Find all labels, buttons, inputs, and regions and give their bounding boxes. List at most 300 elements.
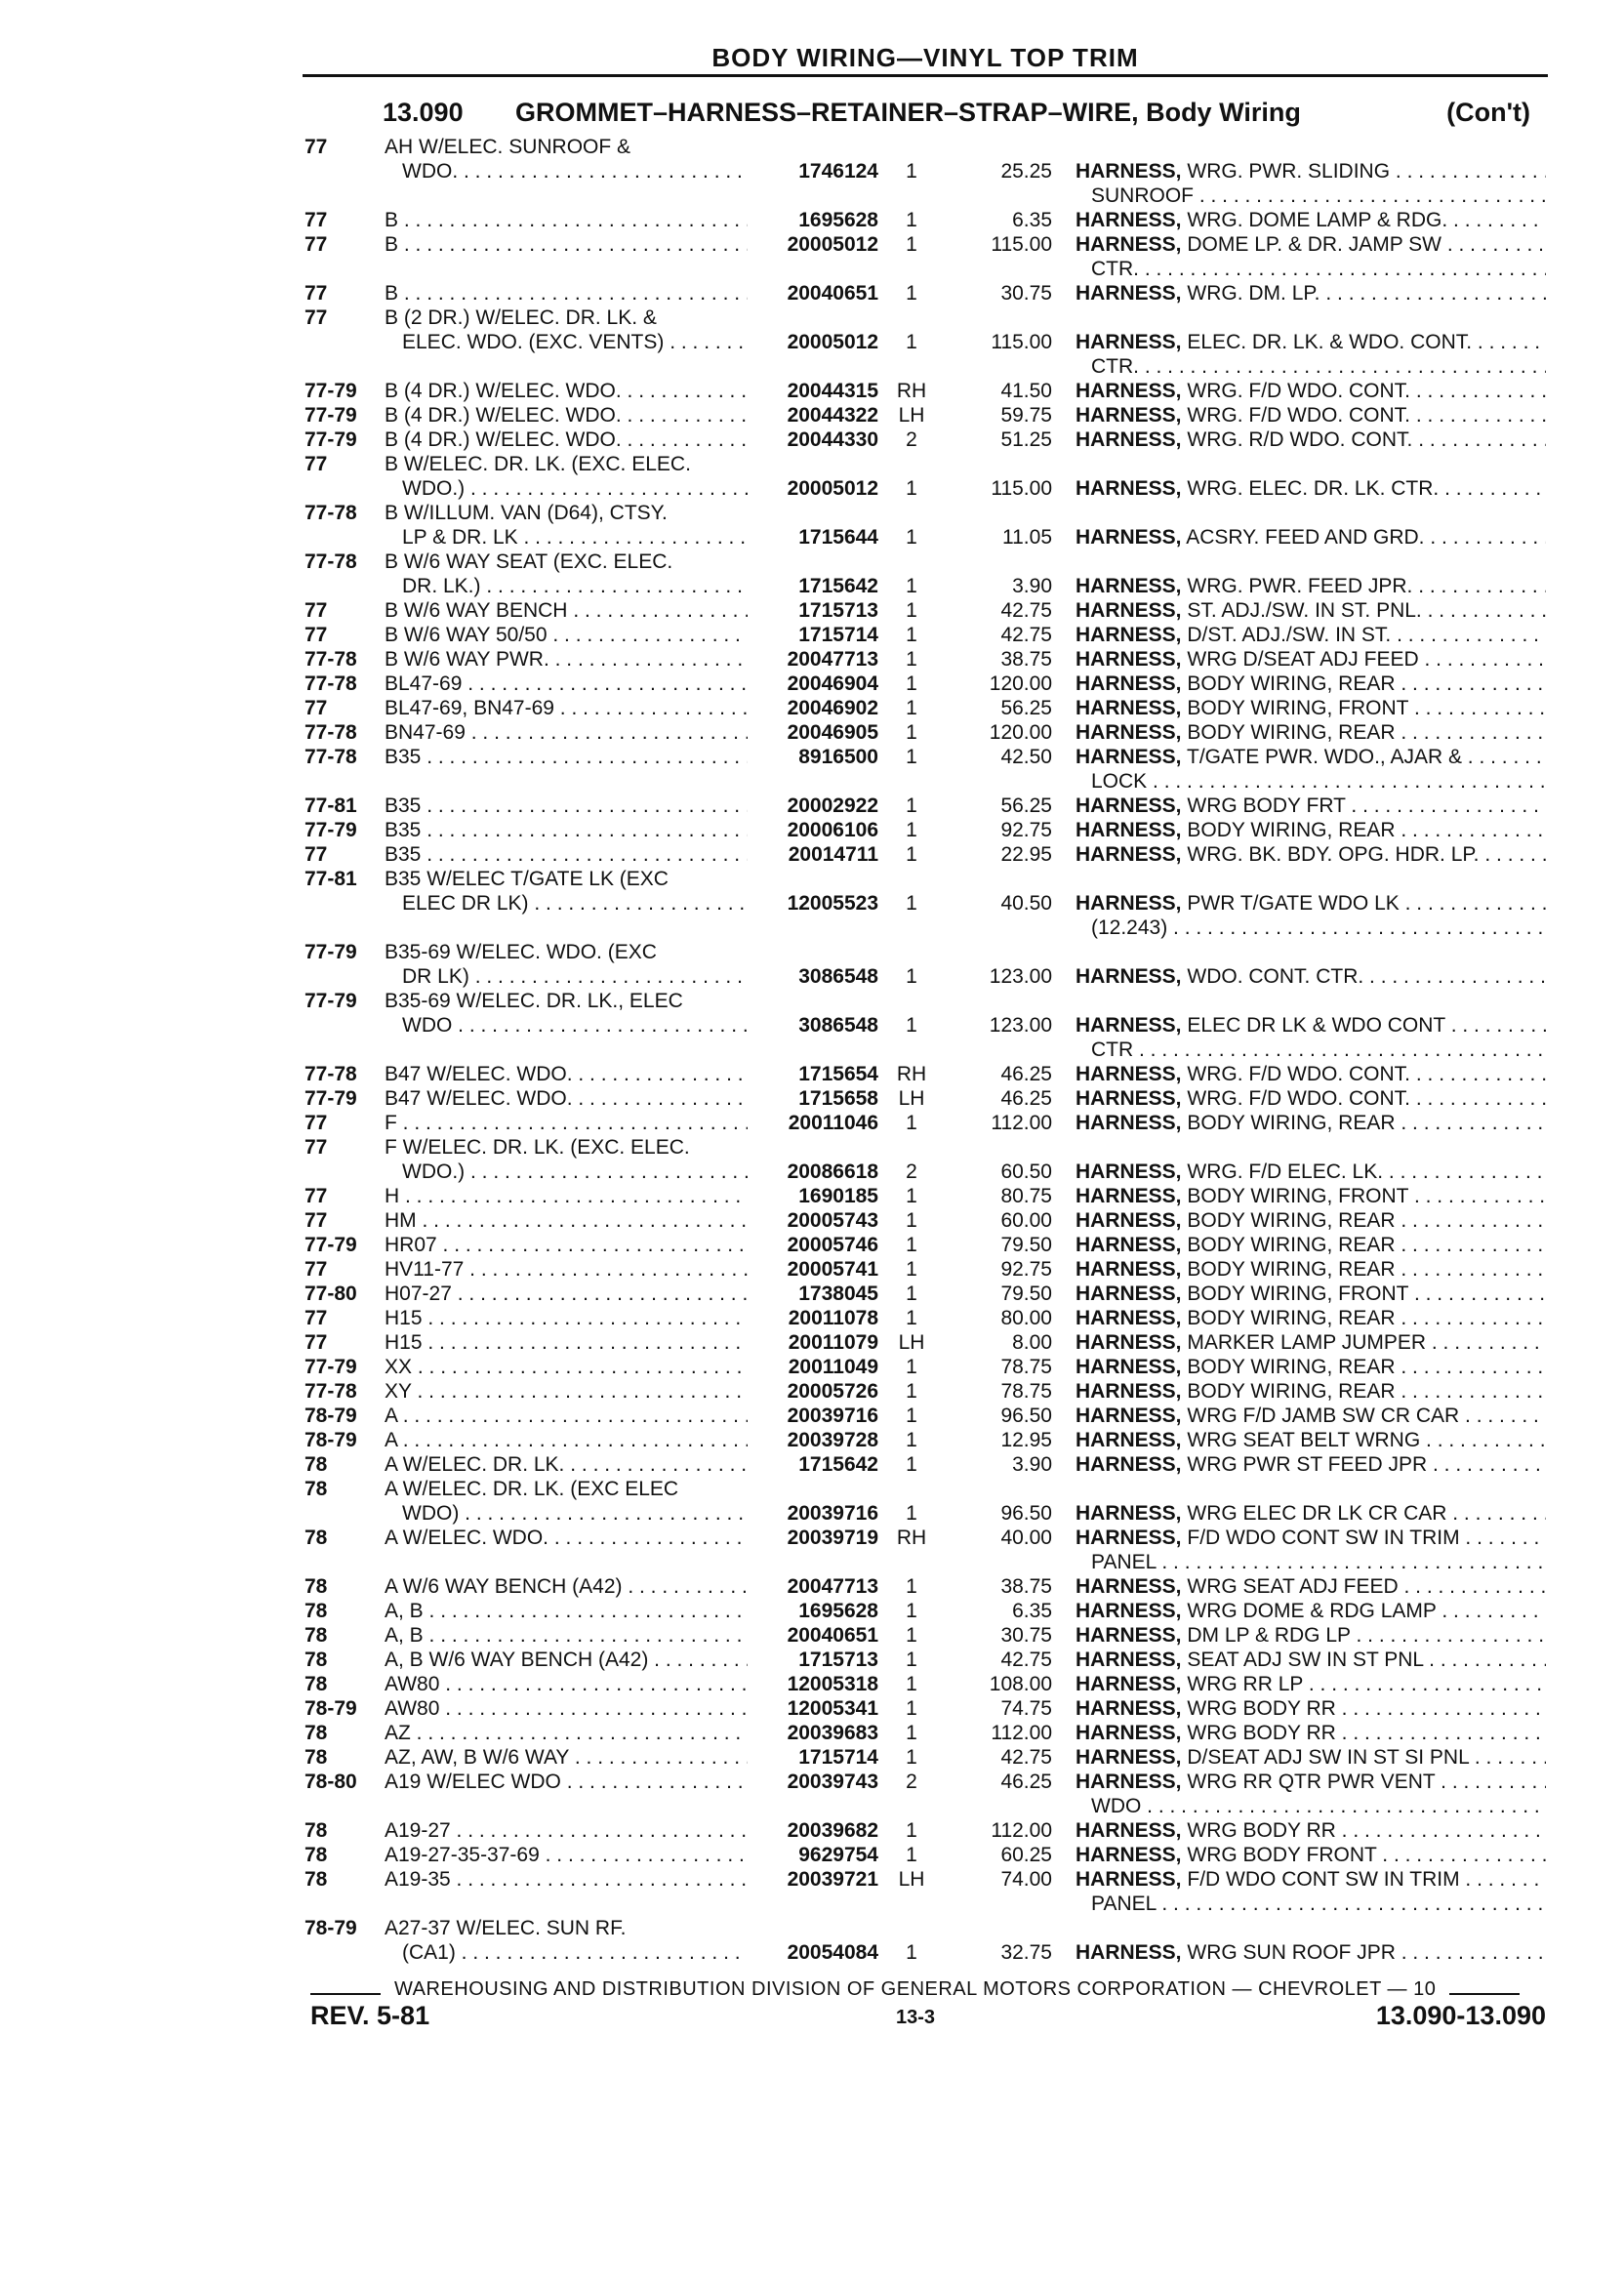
part-description [1076,232,1546,257]
part-description-text: WRG BODY FRONT [1187,1844,1377,1866]
model-application: WDO . . . [385,1013,748,1038]
model-application: B (2 DR.) W/ELEC. DR. LK. & [385,306,657,329]
part-description-text: F/D WDO CONT SW IN TRIM [1187,1868,1460,1891]
parts-row [304,1623,1550,1648]
part-description [1076,1306,1546,1330]
part-number: 1715714 [798,624,878,646]
part-number: 1690185 [798,1185,878,1207]
model-application: B47 W/ELEC. WDO. . . . [385,1086,748,1111]
page-header: BODY WIRING—VINYL TOP TRIM [711,43,1139,72]
part-number: 20040651 [787,282,878,305]
part-description-text: BODY WIRING, REAR [1187,721,1396,744]
parts-row [304,159,1550,183]
model-application: B W/6 WAY PWR. . . . [385,647,748,672]
parts-row [304,598,1550,623]
model-application: A . . . [385,1428,748,1452]
part-number: 1715714 [798,1746,878,1769]
model-application: XX . . . [385,1355,748,1379]
list-price: 46.25 [1000,1771,1052,1793]
part-description-type: HARNESS, [1076,843,1182,866]
part-description [1076,769,1546,794]
model-application: B35 . . . [385,818,748,842]
part-description-text: MARKER LAMP JUMPER [1187,1331,1427,1354]
model-year: 77-79 [304,1234,357,1256]
quantity: 1 [906,843,917,866]
parts-row [304,452,1550,476]
model-year: 78-80 [304,1771,357,1793]
quantity: 1 [906,794,917,817]
part-number: 1695628 [798,209,878,231]
model-application: B . . . [385,281,748,305]
parts-list [304,135,1550,1965]
part-description-text: WRG. BK. BDY. OPG. HDR. LP. [1187,843,1480,866]
model-application: HM . . . [385,1208,748,1233]
part-description-text: LOCK [1091,770,1148,793]
model-year: 77-80 [304,1282,357,1305]
parts-row [304,720,1550,745]
parts-row [304,1062,1550,1086]
model-application: A19-27-35-37-69 . . . [385,1843,748,1867]
model-application: B35-69 W/ELEC. WDO. (EXC [385,941,657,963]
parts-row [304,647,1550,672]
list-price: 74.00 [1000,1868,1052,1891]
quantity: 1 [906,1697,917,1720]
part-description-type: HARNESS, [1076,1014,1182,1037]
model-application: AH W/ELEC. SUNROOF & [385,136,631,158]
parts-row [304,1696,1550,1721]
footer-rule-right [1449,1993,1520,1995]
part-description-type: HARNESS, [1076,1307,1182,1329]
parts-row [304,1745,1550,1770]
parts-row [304,1330,1550,1355]
part-description-text: ST. ADJ./SW. IN ST. PNL. [1187,599,1422,622]
part-description-type: HARNESS, [1076,1209,1182,1232]
section-range: 13.090-13.090 [1375,2001,1546,2030]
part-description-type: HARNESS, [1076,233,1182,256]
part-description-text: DM LP & RDG LP [1187,1624,1351,1647]
part-description [1076,696,1546,720]
model-year: 78 [304,1453,328,1476]
part-description [1076,1745,1546,1770]
part-description [1076,1501,1546,1526]
part-number: 20046904 [787,672,878,695]
footer-division [310,1978,1542,2001]
model-year: 78 [304,1649,328,1671]
model-year: 78 [304,1478,328,1500]
quantity: 2 [906,1160,917,1183]
parts-row [304,1818,1550,1843]
part-number: 20005741 [787,1258,878,1281]
model-year: 77 [304,1307,328,1329]
part-description-type: HARNESS, [1076,209,1182,231]
list-price: 60.50 [1000,1160,1052,1183]
model-application: ELEC DR LK) . . . [385,891,748,916]
list-price: 96.50 [1000,1405,1052,1427]
list-price: 112.00 [991,1819,1052,1842]
parts-row [304,305,1550,330]
parts-row [304,769,1550,794]
part-number: 20086618 [787,1160,878,1183]
quantity: 1 [906,1380,917,1403]
part-description-type: HARNESS, [1076,477,1182,500]
model-application: F . . . [385,1111,748,1135]
part-description-type: HARNESS, [1076,1673,1182,1695]
model-year: 77 [304,843,328,866]
quantity: 1 [906,282,917,305]
quantity: 1 [906,1234,917,1256]
model-application: A19-27 . . . [385,1818,748,1843]
model-year: 77-79 [304,819,357,841]
list-price: 56.25 [1000,697,1052,719]
part-description-type: HARNESS, [1076,1819,1182,1842]
list-price: 108.00 [989,1673,1052,1695]
model-year: 77 [304,1209,328,1232]
model-application: DR LK) . . . [385,964,748,989]
part-number: 9629754 [798,1844,878,1866]
part-number: 3086548 [798,965,878,988]
part-number: 1715644 [798,526,878,549]
parts-row [304,1794,1550,1818]
list-price: 42.50 [1000,746,1052,768]
model-application: WDO. . . . [385,159,748,183]
part-number: 20014711 [788,843,878,866]
part-description [1076,183,1546,208]
parts-row [304,354,1550,379]
part-description-type: HARNESS, [1076,1405,1182,1427]
list-price: 41.50 [1000,380,1052,402]
model-application: WDO.) . . . [385,1160,748,1184]
parts-row [304,1574,1550,1599]
list-price: 60.00 [1000,1209,1052,1232]
part-description-text: WRG BODY RR [1187,1819,1336,1842]
model-application: ELEC. WDO. (EXC. VENTS) . . . [385,330,748,354]
part-description-text: WRG RR QTR PWR VENT [1187,1771,1436,1793]
part-description-text: CTR. [1091,355,1139,378]
list-price: 30.75 [1000,1624,1052,1647]
part-description-text: PWR T/GATE WDO LK [1187,892,1400,915]
part-description-text: PANEL [1091,1893,1157,1915]
part-description [1076,1404,1546,1428]
quantity: 1 [906,1258,917,1281]
part-description-type: HARNESS, [1076,624,1182,646]
part-description [1076,1721,1546,1745]
part-description-type: HARNESS, [1076,1697,1182,1720]
parts-row [304,745,1550,769]
quantity: 2 [906,428,917,451]
part-description-type: HARNESS, [1076,721,1182,744]
quantity: 1 [906,1429,917,1451]
list-price: 46.25 [1000,1087,1052,1110]
part-description-text: BODY WIRING, REAR [1187,1209,1396,1232]
part-description-text: WRG SUN ROOF JPR [1187,1941,1396,1964]
list-price: 32.75 [1000,1941,1052,1964]
quantity: 1 [906,1405,917,1427]
model-year: 77 [304,599,328,622]
part-number: 20011078 [788,1307,878,1329]
quantity: 1 [906,1453,917,1476]
parts-row [304,818,1550,842]
parts-row [304,379,1550,403]
model-application: A, B . . . [385,1599,748,1623]
parts-row [304,403,1550,428]
model-year: 77 [304,453,328,475]
model-application: A . . . [385,1404,748,1428]
part-description-type: HARNESS, [1076,1380,1182,1403]
part-description-text: BODY WIRING, REAR [1187,672,1396,695]
parts-row [304,1940,1550,1965]
quantity: 1 [906,526,917,549]
parts-row [304,281,1550,305]
model-application: H15 . . . [385,1330,748,1355]
parts-row [304,1355,1550,1379]
list-price: 25.25 [1000,160,1052,183]
quantity: 1 [906,477,917,500]
part-description-text: WRG. F/D WDO. CONT. [1187,1063,1411,1085]
model-application: AZ . . . [385,1721,748,1745]
quantity: 1 [906,1624,917,1647]
model-year: 77-78 [304,648,357,671]
part-number: 12005341 [787,1697,878,1720]
part-description-type: HARNESS, [1076,1234,1182,1256]
model-application: WDO) . . . [385,1501,748,1526]
parts-row [304,476,1550,501]
part-description-text: WRG BODY RR [1187,1722,1336,1744]
part-description [1076,1623,1546,1648]
quantity: 1 [906,819,917,841]
part-number: 20047713 [787,1575,878,1598]
part-description [1076,916,1546,940]
model-year: 77-79 [304,428,357,451]
quantity: LH [898,404,925,427]
quantity: 1 [906,1356,917,1378]
part-description [1076,1330,1546,1355]
model-year: 78 [304,1624,328,1647]
list-price: 8.00 [1012,1331,1052,1354]
model-application: B35-69 W/ELEC. DR. LK., ELEC [385,990,683,1012]
parts-row [304,1135,1550,1160]
model-year: 77-78 [304,721,357,744]
part-description [1076,1428,1546,1452]
part-description-type: HARNESS, [1076,965,1182,988]
list-price: 42.75 [1000,1649,1052,1671]
part-number: 12005523 [787,892,878,915]
list-price: 115.00 [991,477,1052,500]
parts-row [304,1160,1550,1184]
quantity: 1 [906,965,917,988]
part-description [1076,1867,1546,1892]
model-application: B W/6 WAY 50/50 . . . [385,623,748,647]
list-price: 120.00 [989,672,1052,695]
part-description-type: HARNESS, [1076,1429,1182,1451]
part-description [1076,842,1546,867]
parts-row [304,525,1550,550]
parts-row [304,1184,1550,1208]
part-description-text: WRG. F/D WDO. CONT. [1187,380,1411,402]
part-description-type: HARNESS, [1076,1771,1182,1793]
part-description-type: HARNESS, [1076,1575,1182,1598]
model-year: 78 [304,1746,328,1769]
parts-row [304,1038,1550,1062]
part-description-type: HARNESS, [1076,1160,1182,1183]
list-price: 12.95 [1000,1429,1052,1451]
part-number: 20040651 [787,1624,878,1647]
section-continued: (Con't) [1446,98,1530,127]
list-price: 120.00 [989,721,1052,744]
parts-row [304,208,1550,232]
part-description-type: HARNESS, [1076,892,1182,915]
part-description-text: WDO [1091,1795,1142,1817]
list-price: 79.50 [1000,1234,1052,1256]
part-description [1076,1648,1546,1672]
quantity: RH [896,380,927,402]
parts-row [304,1672,1550,1696]
part-description-type: HARNESS, [1076,1624,1182,1647]
parts-row [304,1648,1550,1672]
model-year: 78 [304,1673,328,1695]
part-description [1076,1770,1546,1794]
part-number: 20039683 [787,1722,878,1744]
list-price: 51.25 [1000,428,1052,451]
parts-row [304,1721,1550,1745]
parts-row [304,501,1550,525]
parts-row [304,1916,1550,1940]
parts-row [304,1379,1550,1404]
part-number: 8916500 [798,746,878,768]
parts-row [304,1477,1550,1501]
part-number: 20005012 [787,233,878,256]
section-name: GROMMET–HARNESS–RETAINER–STRAP–WIRE, Body Wiring [515,98,1301,127]
part-description [1076,1452,1546,1477]
part-number: 20005012 [787,477,878,500]
part-number: 1715642 [798,575,878,597]
part-description-text: WRG. PWR. SLIDING [1187,160,1391,183]
part-description-type: HARNESS, [1076,404,1182,427]
model-application: BN47-69 . . . [385,720,748,745]
model-year: 77-81 [304,794,357,817]
model-application: A27-37 W/ELEC. SUN RF. [385,1917,627,1939]
part-description [1076,1794,1546,1818]
part-description-type: HARNESS, [1076,1502,1182,1525]
model-application: A, B . . . [385,1623,748,1648]
part-description-text: WRG. PWR. FEED JPR. [1187,575,1413,597]
parts-row [304,330,1550,354]
part-number: 3086548 [798,1014,878,1037]
quantity: 1 [906,672,917,695]
list-price: 3.90 [1012,575,1052,597]
list-price: 38.75 [1000,1575,1052,1598]
part-description-type: HARNESS, [1076,1453,1182,1476]
part-description-text: WRG. F/D WDO. CONT. [1187,1087,1411,1110]
quantity: 1 [906,648,917,671]
model-application: B . . . [385,208,748,232]
parts-row [304,1452,1550,1477]
part-description-text: ELEC. DR. LK. & WDO. CONT. [1187,331,1473,353]
model-application: B W/ILLUM. VAN (D64), CTSY. [385,502,668,524]
model-year: 77-81 [304,868,357,890]
part-number: 1746124 [798,160,878,183]
part-description-text: D/ST. ADJ./SW. IN ST. [1187,624,1392,646]
part-description [1076,818,1546,842]
model-year: 77-79 [304,1087,357,1110]
footer-division-text: WAREHOUSING AND DISTRIBUTION DIVISION OF GENERAL MOTORS CORPORATION — CHEVROLET — 10 [394,1978,1437,2000]
quantity: 1 [906,1282,917,1305]
part-description-type: HARNESS, [1076,746,1182,768]
part-description-type: HARNESS, [1076,526,1182,549]
part-description-text: WRG SEAT ADJ FEED [1187,1575,1399,1598]
parts-row [304,1843,1550,1867]
part-description-text: WRG D/SEAT ADJ FEED [1187,648,1419,671]
part-number: 12005318 [787,1673,878,1695]
part-description [1076,1550,1546,1574]
list-price: 79.50 [1000,1282,1052,1305]
part-description [1076,672,1546,696]
part-description [1076,1086,1546,1111]
part-description-type: HARNESS, [1076,1746,1182,1769]
part-description [1076,379,1546,403]
part-description-text: WRG. F/D WDO. CONT. [1187,404,1411,427]
model-year: 78-79 [304,1697,357,1720]
quantity: 1 [906,746,917,768]
model-year: 78 [304,1600,328,1622]
part-description [1076,964,1546,989]
part-description [1076,720,1546,745]
footer-rule-left [310,1993,381,1995]
part-description-text: BODY WIRING, FRONT [1187,1282,1409,1305]
parts-row [304,1013,1550,1038]
list-price: 115.00 [991,331,1052,353]
part-description [1076,1892,1546,1916]
part-description-type: HARNESS, [1076,575,1182,597]
model-year: 77 [304,306,328,329]
part-description [1076,428,1546,452]
model-application: B (4 DR.) W/ELEC. WDO. . . . [385,379,748,403]
part-description-type: HARNESS, [1076,160,1182,183]
quantity: 1 [906,1185,917,1207]
list-price: 11.05 [1002,526,1052,549]
model-application: DR. LK.) . . . [385,574,748,598]
list-price: 78.75 [1000,1356,1052,1378]
parts-row [304,1208,1550,1233]
model-application: A19-35 . . . [385,1867,748,1892]
part-description-text: WRG ELEC DR LK CR CAR [1187,1502,1447,1525]
quantity: 1 [906,1722,917,1744]
part-number: 1715713 [798,1649,878,1671]
list-price: 3.90 [1012,1453,1052,1476]
model-application: BL47-69, BN47-69 . . . [385,696,748,720]
model-year: 78-79 [304,1917,357,1939]
list-price: 42.75 [1000,1746,1052,1769]
part-number: 20039682 [787,1819,878,1842]
list-price: 96.50 [1000,1502,1052,1525]
part-description-text: BODY WIRING, REAR [1187,819,1396,841]
part-description-type: HARNESS, [1076,1185,1182,1207]
part-number: 20039716 [787,1502,878,1525]
quantity: RH [896,1527,927,1549]
model-year: 77 [304,1136,328,1159]
parts-row [304,1257,1550,1282]
part-description-type: HARNESS, [1076,599,1182,622]
part-description [1076,1574,1546,1599]
part-description [1076,1208,1546,1233]
model-year: 77 [304,233,328,256]
part-description [1076,1599,1546,1623]
part-number: 20011046 [788,1112,878,1134]
part-description [1076,1184,1546,1208]
model-application: A W/ELEC. DR. LK. . . . [385,1452,748,1477]
part-description-text: BODY WIRING, FRONT [1187,1185,1409,1207]
list-price: 92.75 [1000,1258,1052,1281]
model-application: AZ, AW, B W/6 WAY . . . [385,1745,748,1770]
